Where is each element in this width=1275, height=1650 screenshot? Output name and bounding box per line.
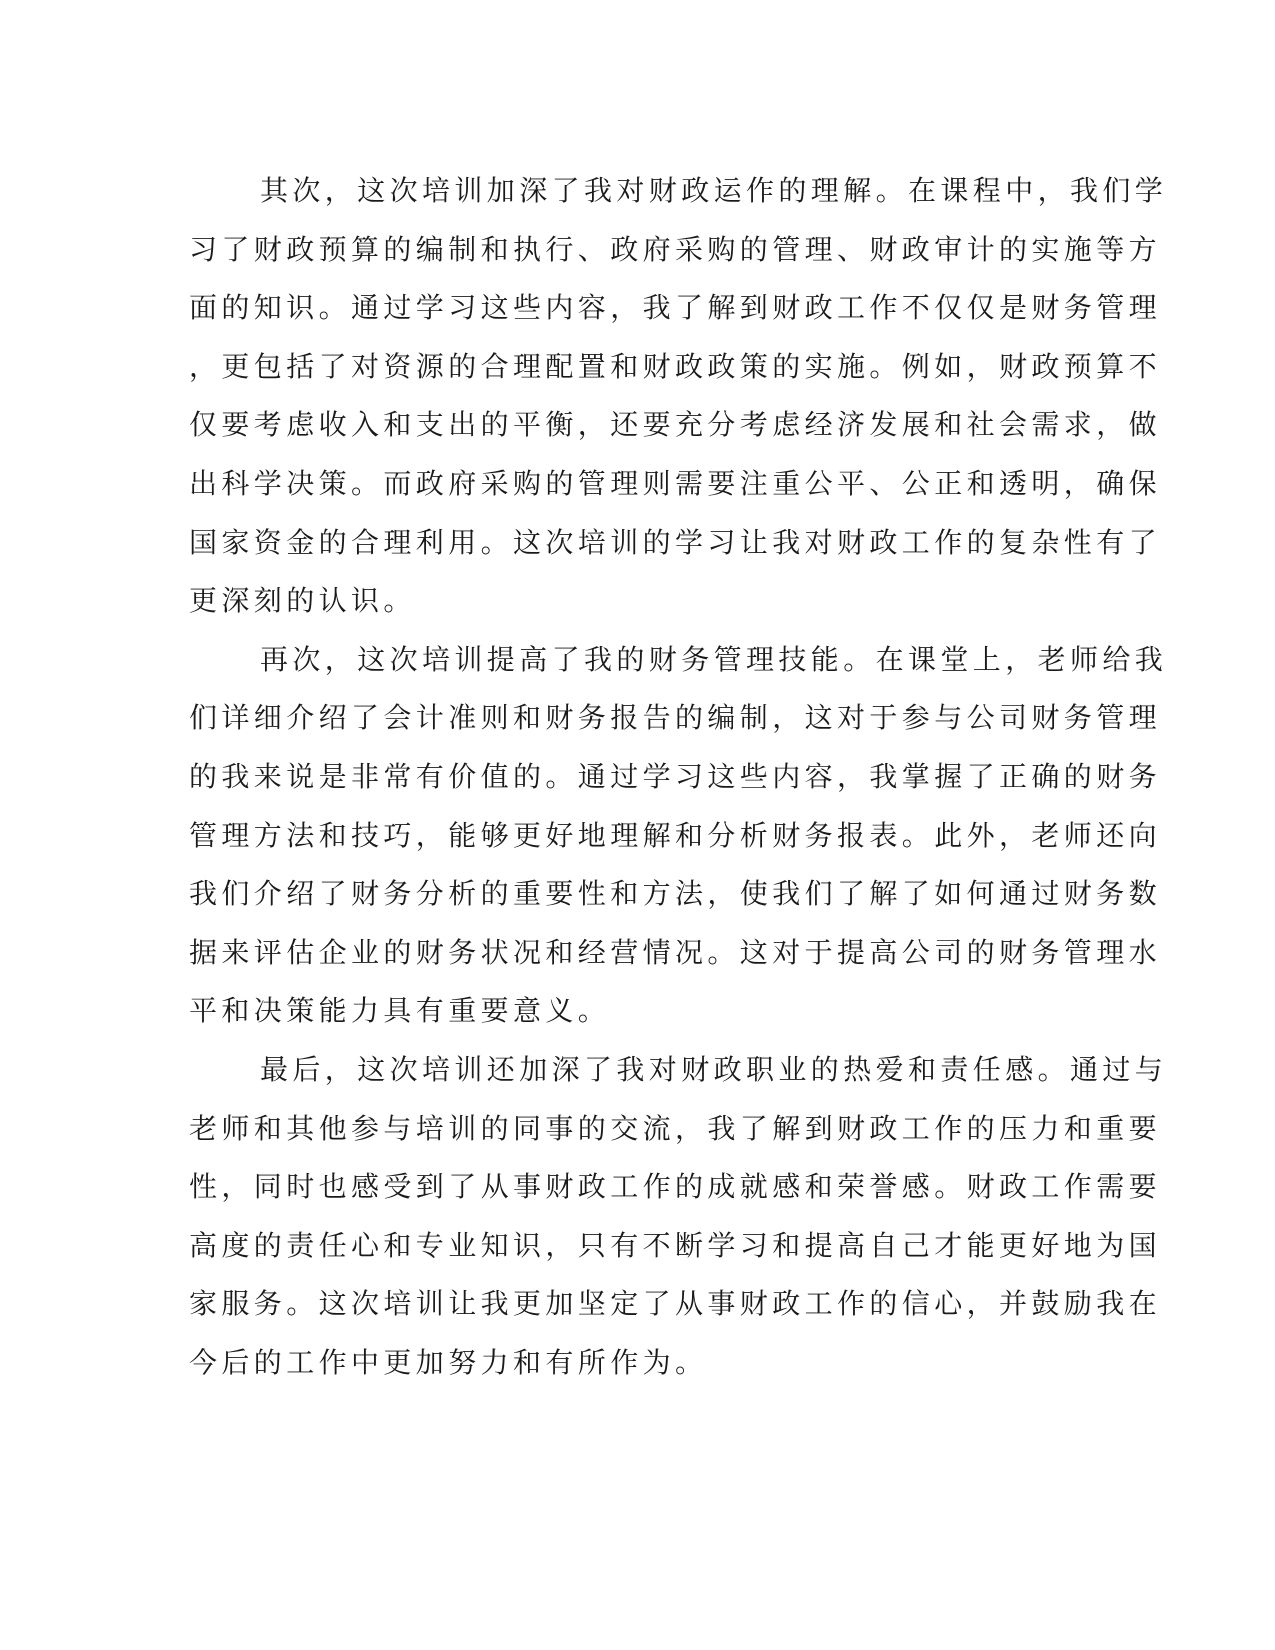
paragraph-line: 面的知识。通过学习这些内容，我了解到财政工作不仅仅是财务管理 — [189, 291, 1162, 325]
paragraph-line: 最后，这次培训还加深了我对财政职业的热爱和责任感。通过与 — [260, 1052, 1168, 1086]
paragraph-line: 们详细介绍了会计准则和财务报告的编制，这对于参与公司财务管理 — [189, 701, 1162, 735]
paragraph-line: 出科学决策。而政府采购的管理则需要注重公平、公正和透明，确保 — [189, 466, 1162, 500]
paragraph-line: 今后的工作中更加努力和有所作为。 — [189, 1345, 708, 1379]
paragraph-line: 平和决策能力具有重要意义。 — [189, 994, 611, 1028]
paragraph-line: 管理方法和技巧，能够更好地理解和分析财务报表。此外，老师还向 — [189, 818, 1162, 852]
paragraph-line: ，更包括了对资源的合理配置和财政政策的实施。例如，财政预算不 — [189, 349, 1162, 383]
document-body — [189, 162, 1168, 1392]
paragraph-line: 据来评估企业的财务状况和经营情况。这对于提高公司的财务管理水 — [189, 935, 1162, 969]
paragraph-line: 习了财政预算的编制和执行、政府采购的管理、财政审计的实施等方 — [189, 232, 1162, 266]
paragraph-line: 我们介绍了财务分析的重要性和方法，使我们了解了如何通过财务数 — [189, 877, 1162, 911]
paragraph-line: 再次，这次培训提高了我的财务管理技能。在课堂上，老师给我 — [260, 642, 1168, 676]
paragraph-1 — [189, 162, 1168, 631]
paragraph-line: 老师和其他参与培训的同事的交流，我了解到财政工作的压力和重要 — [189, 1111, 1162, 1145]
paragraph-line: 家服务。这次培训让我更加坚定了从事财政工作的信心，并鼓励我在 — [189, 1287, 1162, 1321]
paragraph-3 — [189, 1041, 1168, 1393]
paragraph-line: 仅要考虑收入和支出的平衡，还要充分考虑经济发展和社会需求，做 — [189, 408, 1162, 442]
paragraph-line: 的我来说是非常有价值的。通过学习这些内容，我掌握了正确的财务 — [189, 759, 1162, 793]
paragraph-line: 性，同时也感受到了从事财政工作的成就感和荣誉感。财政工作需要 — [189, 1170, 1162, 1204]
paragraph-line: 国家资金的合理利用。这次培训的学习让我对财政工作的复杂性有了 — [189, 525, 1162, 559]
paragraph-2 — [189, 631, 1168, 1041]
paragraph-line: 其次，这次培训加深了我对财政运作的理解。在课程中，我们学 — [260, 174, 1168, 207]
paragraph-line: 高度的责任心和专业知识，只有不断学习和提高自己才能更好地为国 — [189, 1228, 1162, 1262]
paragraph-line: 更深刻的认识。 — [189, 584, 416, 618]
